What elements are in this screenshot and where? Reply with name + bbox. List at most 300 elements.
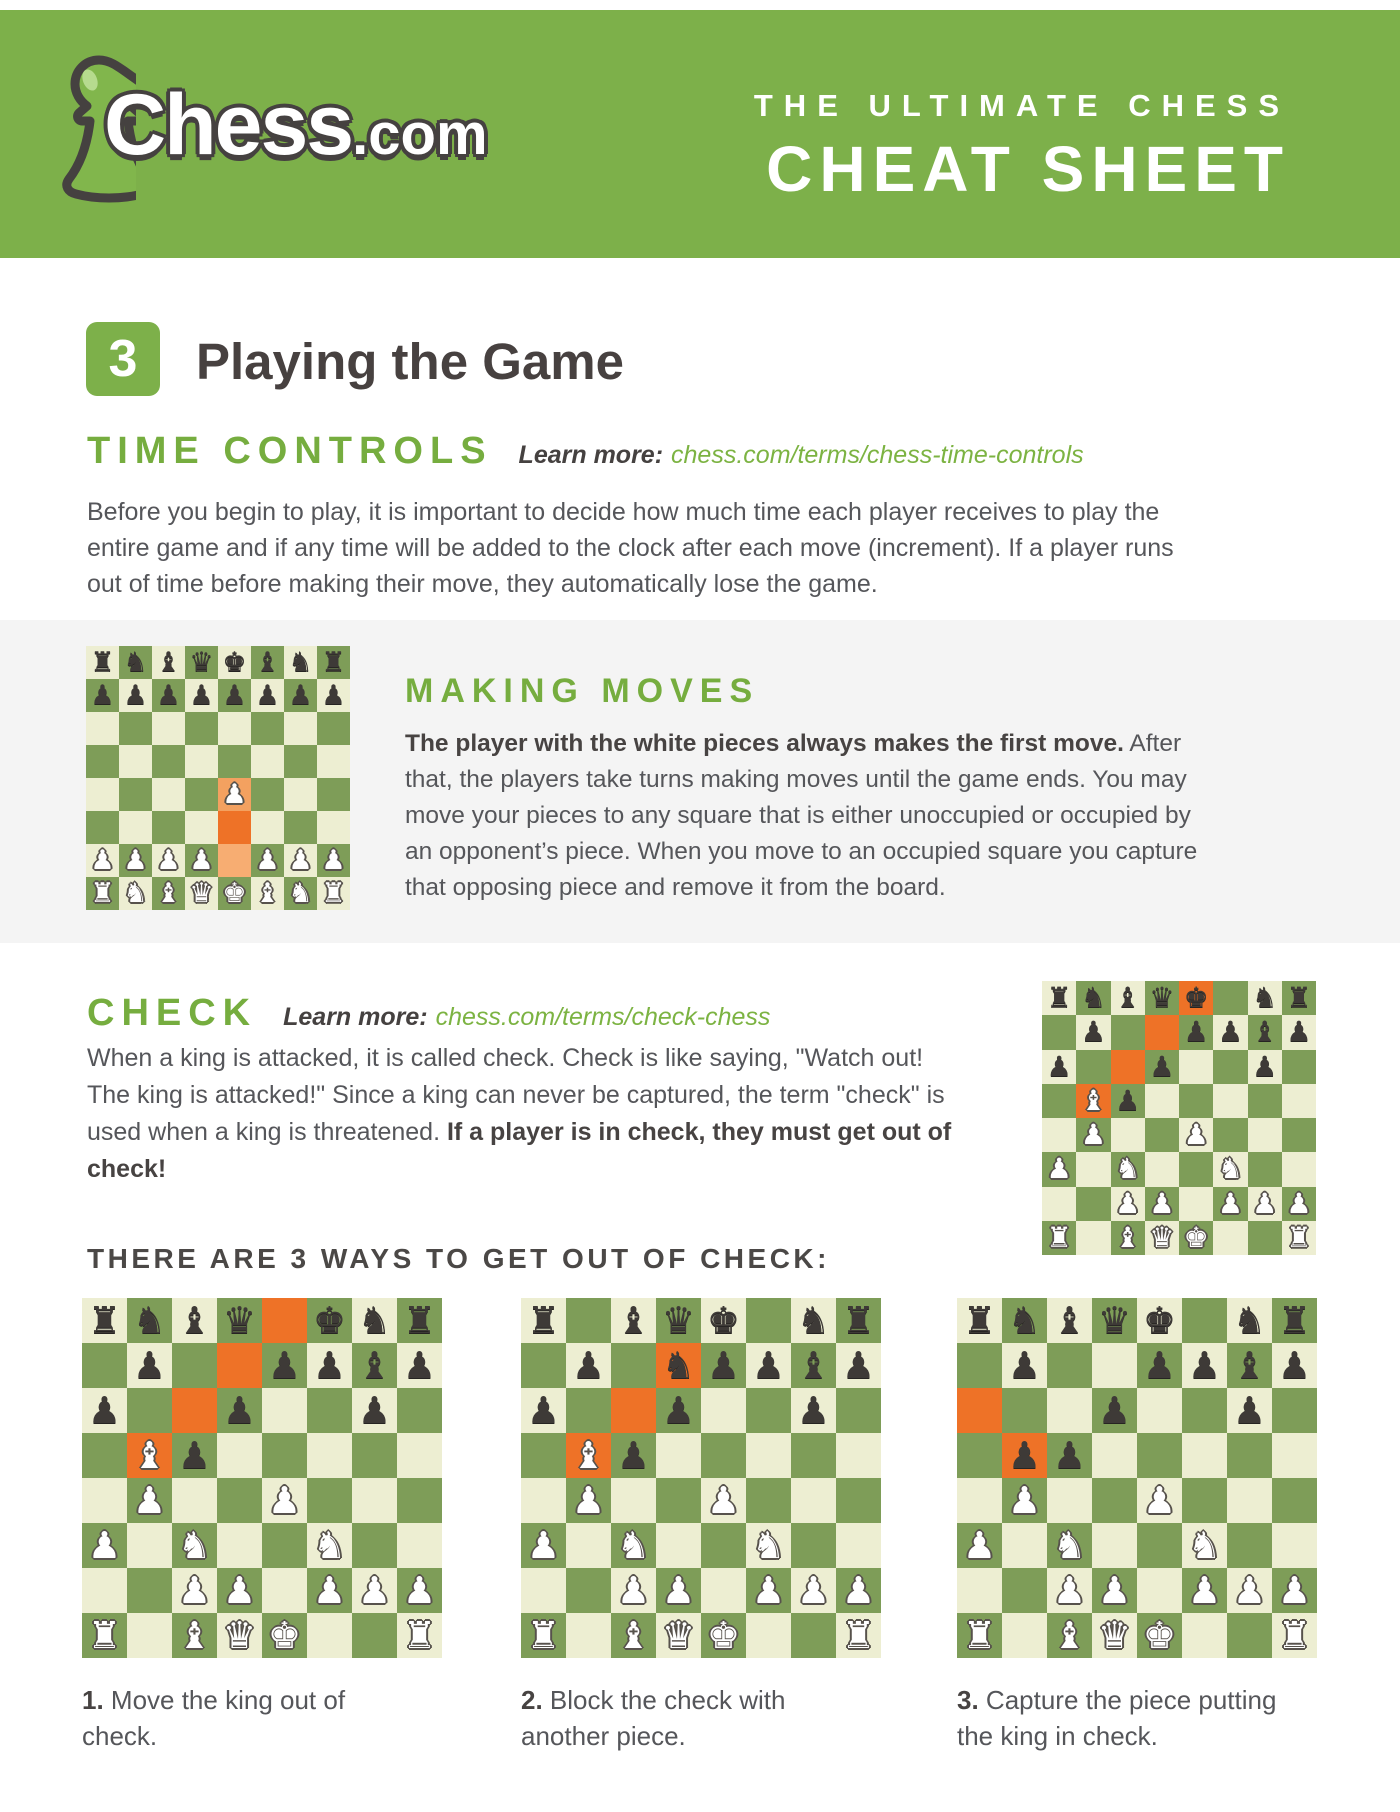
board-square-b3 [566,1523,611,1568]
chess-piece-black-knight: ♞ [661,1345,696,1386]
board-square-g3 [791,1523,836,1568]
board-square-a8 [957,1298,1002,1343]
chess-piece-white-pawn: ♟ [962,1525,997,1566]
board-square-f1 [1213,1221,1247,1255]
chess-piece-black-pawn: ♟ [1007,1345,1042,1386]
board-square-c6 [172,1388,217,1433]
chess-piece-white-pawn: ♟ [402,1570,437,1611]
learn-more-label: Learn more: [518,441,664,469]
board-square-h5 [317,745,350,778]
board-square-c3 [1111,1152,1145,1186]
board-square-b2 [119,844,152,877]
board-square-c7 [611,1343,656,1388]
board-square-a6 [521,1388,566,1433]
board-square-f6 [251,712,284,745]
chess-piece-white-pawn: ♟ [90,845,115,875]
chess-piece-white-pawn: ♟ [1187,1570,1222,1611]
board-square-d1 [1092,1613,1137,1658]
board-square-a8 [521,1298,566,1343]
board-square-a1 [521,1613,566,1658]
chess-piece-black-pawn: ♟ [402,1345,437,1386]
board-square-g5 [284,745,317,778]
board-square-h2 [317,844,350,877]
board-square-h4 [397,1478,442,1523]
chess-piece-black-queen: ♛ [661,1300,696,1341]
chess-piece-black-bishop: ♝ [1052,1300,1087,1341]
chess-piece-black-pawn: ♟ [189,680,214,710]
board-square-a1 [1042,1221,1076,1255]
board-square-b8 [1002,1298,1047,1343]
board-square-h8 [836,1298,881,1343]
board-square-d2 [217,1568,262,1613]
board-square-e5 [701,1433,746,1478]
chess-piece-white-pawn: ♟ [1115,1187,1141,1219]
board-square-e8 [1179,981,1213,1015]
board-square-d7 [217,1343,262,1388]
chess-piece-white-knight: ♞ [751,1525,786,1566]
chess-piece-black-knight: ♞ [796,1300,831,1341]
board-square-f1 [307,1613,352,1658]
chess-piece-white-king: ♚ [1183,1221,1209,1253]
board-square-b7 [566,1343,611,1388]
board-square-d7 [185,679,218,712]
chess-piece-black-pawn: ♟ [288,680,313,710]
chess-piece-white-pawn: ♟ [87,1525,122,1566]
board-square-e4 [1137,1478,1182,1523]
chess-piece-white-knight: ♞ [1217,1153,1243,1185]
chess-piece-black-bishop: ♝ [357,1345,392,1386]
chess-piece-black-knight: ♞ [1007,1300,1042,1341]
board-square-d1 [1145,1221,1179,1255]
board-square-f5 [307,1433,352,1478]
board-square-g8 [284,646,317,679]
board-square-e7 [1137,1343,1182,1388]
board-square-e7 [701,1343,746,1388]
board-square-e8 [262,1298,307,1343]
chess-piece-white-pawn: ♟ [1149,1187,1175,1219]
chess-piece-white-pawn: ♟ [661,1570,696,1611]
board-square-h2 [1272,1568,1317,1613]
board-square-d3 [1145,1152,1179,1186]
board-square-e1 [1137,1613,1182,1658]
board-square-c7 [1111,1015,1145,1049]
board-square-a5 [957,1433,1002,1478]
chess-piece-black-pawn: ♟ [1080,1016,1106,1048]
board-square-g7 [284,679,317,712]
section-number-badge: 3 [86,322,160,396]
board-square-f5 [1182,1433,1227,1478]
board-square-g4 [284,778,317,811]
chess-piece-black-pawn: ♟ [1149,1050,1175,1082]
board-square-b4 [1002,1478,1047,1523]
chessboard-way3-capture-piece [957,1298,1317,1658]
board-square-c3 [152,811,185,844]
board-square-c2 [1047,1568,1092,1613]
board-square-g1 [352,1613,397,1658]
chess-piece-white-rook: ♜ [962,1615,997,1656]
board-square-c4 [1111,1118,1145,1152]
board-square-e2 [262,1568,307,1613]
chess-piece-black-bishop: ♝ [156,647,181,677]
board-square-g3 [1248,1152,1282,1186]
board-square-c3 [611,1523,656,1568]
board-square-e3 [1137,1523,1182,1568]
board-square-e1 [1179,1221,1213,1255]
chess-piece-black-pawn: ♟ [1252,1050,1278,1082]
board-square-a6 [82,1388,127,1433]
chess-piece-white-queen: ♛ [661,1615,696,1656]
ways-out-of-check-heading: THERE ARE 3 WAYS TO GET OUT OF CHECK: [87,1243,830,1274]
board-square-a1 [957,1613,1002,1658]
board-square-f2 [1182,1568,1227,1613]
chess-piece-black-queen: ♛ [1097,1300,1132,1341]
chess-piece-white-knight: ♞ [288,878,313,908]
chess-piece-white-bishop: ♝ [156,878,181,908]
board-square-h3 [397,1523,442,1568]
board-square-e4 [701,1478,746,1523]
board-square-d5 [185,745,218,778]
chess-piece-white-bishop: ♝ [255,878,280,908]
board-square-g6 [1248,1050,1282,1084]
board-square-g2 [1227,1568,1272,1613]
board-square-h7 [317,679,350,712]
board-square-f7 [1182,1343,1227,1388]
board-square-b8 [119,646,152,679]
board-square-c5 [172,1433,217,1478]
chess-piece-black-bishop: ♝ [796,1345,831,1386]
board-square-g7 [352,1343,397,1388]
board-square-b7 [1002,1343,1047,1388]
board-square-e6 [1137,1388,1182,1433]
chess-piece-black-rook: ♜ [90,647,115,677]
board-square-c4 [152,778,185,811]
board-square-e5 [1137,1433,1182,1478]
chess-piece-black-pawn: ♟ [1232,1390,1267,1431]
chess-piece-black-bishop: ♝ [255,647,280,677]
board-square-e5 [1179,1084,1213,1118]
board-square-d7 [656,1343,701,1388]
header-title-line1: THE ULTIMATE CHESS [753,88,1290,123]
board-square-e6 [701,1388,746,1433]
chess-piece-white-pawn: ♟ [1252,1187,1278,1219]
board-square-e6 [1179,1050,1213,1084]
chess-piece-white-king: ♚ [1142,1615,1177,1656]
board-square-f7 [251,679,284,712]
way2-number: 2. [521,1685,543,1715]
chess-piece-white-pawn: ♟ [1142,1480,1177,1521]
board-square-e6 [218,712,251,745]
board-square-d6 [656,1388,701,1433]
chessboard-way2-block-check [521,1298,881,1658]
board-square-a7 [82,1343,127,1388]
board-square-d1 [185,877,218,910]
board-square-b4 [566,1478,611,1523]
chess-piece-white-bishop: ♝ [132,1435,167,1476]
board-square-h6 [317,712,350,745]
board-square-f3 [1182,1523,1227,1568]
board-square-g8 [352,1298,397,1343]
chess-piece-black-king: ♚ [1183,982,1209,1014]
board-square-f3 [307,1523,352,1568]
board-square-b7 [1076,1015,1110,1049]
board-square-d2 [1145,1187,1179,1221]
board-square-d3 [1092,1523,1137,1568]
board-square-h3 [317,811,350,844]
check-paragraph [87,1040,962,1188]
board-square-e1 [262,1613,307,1658]
board-square-h7 [1272,1343,1317,1388]
brand-main-text: Chess [104,77,353,173]
way1-number: 1. [82,1685,104,1715]
board-square-b6 [1002,1388,1047,1433]
chess-piece-black-pawn: ♟ [1046,1050,1072,1082]
board-square-g8 [791,1298,836,1343]
page-title: Playing the Game [196,333,624,390]
chess-piece-black-rook: ♜ [841,1300,876,1341]
chess-piece-white-pawn: ♟ [751,1570,786,1611]
chess-piece-white-bishop: ♝ [1080,1084,1106,1116]
chess-piece-white-knight: ♞ [177,1525,212,1566]
board-square-g6 [352,1388,397,1433]
chess-piece-black-knight: ♞ [1252,982,1278,1014]
chess-piece-white-pawn: ♟ [1217,1187,1243,1219]
chess-piece-white-rook: ♜ [1277,1615,1312,1656]
board-square-a4 [957,1478,1002,1523]
board-square-h2 [836,1568,881,1613]
chess-piece-white-pawn: ♟ [321,845,346,875]
chess-piece-white-rook: ♜ [526,1615,561,1656]
chess-piece-white-pawn: ♟ [796,1570,831,1611]
chess-piece-white-pawn: ♟ [288,845,313,875]
chess-piece-white-knight: ♞ [1187,1525,1222,1566]
board-square-e5 [262,1433,307,1478]
board-square-a1 [86,877,119,910]
chess-piece-white-pawn: ♟ [1007,1480,1042,1521]
board-square-b3 [1076,1152,1110,1186]
making-moves-rest-text: After that, the players take turns making moves until the game ends. You may move your pieces to any square that is either unoccupied or occupied by an opponent’s piece. When you move to an occupied square you capture that opposing piece and remove it from the board. [405,730,1198,901]
board-square-b2 [1002,1568,1047,1613]
board-square-c1 [611,1613,656,1658]
board-square-d8 [1092,1298,1137,1343]
chess-piece-black-rook: ♜ [321,647,346,677]
board-square-e2 [701,1568,746,1613]
board-square-d4 [185,778,218,811]
way1-text: Move the king out of check. [82,1685,346,1751]
board-square-b8 [1076,981,1110,1015]
board-square-d5 [656,1433,701,1478]
board-square-b3 [119,811,152,844]
board-square-e8 [1137,1298,1182,1343]
board-square-b4 [1076,1118,1110,1152]
board-square-g2 [284,844,317,877]
board-square-h3 [1282,1152,1316,1186]
board-square-b1 [1002,1613,1047,1658]
chess-piece-black-knight: ♞ [132,1300,167,1341]
chess-piece-white-knight: ♞ [1052,1525,1087,1566]
board-square-b4 [119,778,152,811]
board-square-g2 [791,1568,836,1613]
board-square-d4 [217,1478,262,1523]
board-square-f6 [1182,1388,1227,1433]
chess-piece-white-pawn: ♟ [189,845,214,875]
board-square-f2 [1213,1187,1247,1221]
chess-piece-black-rook: ♜ [1046,982,1072,1014]
board-square-a4 [82,1478,127,1523]
check-heading: CHECK [87,992,258,1034]
board-square-g1 [791,1613,836,1658]
board-square-d1 [217,1613,262,1658]
board-square-f4 [746,1478,791,1523]
chess-piece-white-pawn: ♟ [267,1480,302,1521]
check-header-row [87,992,770,1035]
board-square-a2 [1042,1187,1076,1221]
chess-piece-white-rook: ♜ [402,1615,437,1656]
chess-piece-black-pawn: ♟ [222,1390,257,1431]
board-square-c5 [1111,1084,1145,1118]
board-square-a8 [82,1298,127,1343]
board-square-c4 [1047,1478,1092,1523]
brand-suffix-text: .com [352,102,488,167]
board-square-a2 [957,1568,1002,1613]
chess-piece-black-pawn: ♟ [1052,1435,1087,1476]
board-square-g7 [791,1343,836,1388]
board-square-f8 [251,646,284,679]
board-square-e3 [1179,1152,1213,1186]
board-square-b1 [119,877,152,910]
board-square-c7 [152,679,185,712]
chess-piece-black-pawn: ♟ [571,1345,606,1386]
chess-piece-white-queen: ♛ [222,1615,257,1656]
chess-piece-black-bishop: ♝ [616,1300,651,1341]
chess-piece-white-knight: ♞ [123,878,148,908]
chess-piece-black-pawn: ♟ [661,1390,696,1431]
board-square-f1 [251,877,284,910]
board-square-g5 [1248,1084,1282,1118]
way3-caption [957,1682,1317,1754]
board-square-f6 [1213,1050,1247,1084]
board-square-a6 [1042,1050,1076,1084]
board-square-b6 [566,1388,611,1433]
check-bold-text: If a player is in check, they must get out of check! [87,1118,952,1183]
chess-piece-black-rook: ♜ [526,1300,561,1341]
board-square-a5 [1042,1084,1076,1118]
chess-piece-black-pawn: ♟ [1115,1084,1141,1116]
chess-piece-black-pawn: ♟ [90,680,115,710]
chess-piece-white-pawn: ♟ [841,1570,876,1611]
board-square-a8 [1042,981,1076,1015]
board-square-g2 [352,1568,397,1613]
chess-piece-black-knight: ♞ [1080,982,1106,1014]
chess-piece-black-pawn: ♟ [357,1390,392,1431]
board-square-g7 [1248,1015,1282,1049]
chess-piece-white-pawn: ♟ [706,1480,741,1521]
board-square-f5 [746,1433,791,1478]
board-square-b1 [127,1613,172,1658]
board-square-f1 [1182,1613,1227,1658]
chess-piece-black-pawn: ♟ [796,1390,831,1431]
board-square-c5 [1047,1433,1092,1478]
chess-piece-white-pawn: ♟ [357,1570,392,1611]
chess-piece-black-knight: ♞ [357,1300,392,1341]
board-square-e3 [262,1523,307,1568]
making-moves-paragraph [405,726,1205,906]
chess-piece-white-pawn: ♟ [1080,1119,1106,1151]
board-square-e2 [1137,1568,1182,1613]
chess-piece-white-pawn: ♟ [1183,1119,1209,1151]
board-square-b2 [1076,1187,1110,1221]
board-square-g7 [1227,1343,1272,1388]
board-square-h7 [397,1343,442,1388]
chess-piece-white-pawn: ♟ [1052,1570,1087,1611]
board-square-d8 [1145,981,1179,1015]
board-square-g1 [284,877,317,910]
board-square-d6 [185,712,218,745]
board-square-b5 [1076,1084,1110,1118]
board-square-a7 [957,1343,1002,1388]
board-square-h1 [836,1613,881,1658]
board-square-f6 [307,1388,352,1433]
board-square-h6 [836,1388,881,1433]
way2-caption [521,1682,851,1754]
board-square-f4 [1182,1478,1227,1523]
board-square-d3 [185,811,218,844]
board-square-h5 [836,1433,881,1478]
time-controls-learn-more-link[interactable]: chess.com/terms/chess-time-controls [671,441,1084,469]
board-square-f1 [746,1613,791,1658]
chess-piece-black-bishop: ♝ [1252,1016,1278,1048]
chessboard-check-example [1042,981,1316,1255]
board-square-d7 [1145,1015,1179,1049]
making-moves-heading: MAKING MOVES [405,672,760,710]
board-square-f2 [251,844,284,877]
chess-piece-white-king: ♚ [706,1615,741,1656]
board-square-h6 [1282,1050,1316,1084]
board-square-e8 [701,1298,746,1343]
chess-piece-black-pawn: ♟ [87,1390,122,1431]
chess-piece-white-king: ♚ [267,1615,302,1656]
board-square-f4 [307,1478,352,1523]
board-square-f7 [1213,1015,1247,1049]
chess-piece-black-knight: ♞ [1232,1300,1267,1341]
board-square-h6 [397,1388,442,1433]
board-square-c7 [1047,1343,1092,1388]
board-square-f2 [746,1568,791,1613]
board-square-a6 [957,1388,1002,1433]
chess-piece-black-pawn: ♟ [1142,1345,1177,1386]
board-square-c8 [152,646,185,679]
board-square-e4 [1179,1118,1213,1152]
board-square-f7 [746,1343,791,1388]
board-square-e3 [701,1523,746,1568]
check-learn-more-link[interactable]: chess.com/terms/check-chess [435,1003,771,1031]
board-square-c1 [172,1613,217,1658]
chess-piece-black-pawn: ♟ [706,1345,741,1386]
board-square-c8 [611,1298,656,1343]
board-square-a3 [957,1523,1002,1568]
board-square-a3 [86,811,119,844]
chess-piece-white-pawn: ♟ [156,845,181,875]
chess-piece-black-pawn: ♟ [177,1435,212,1476]
chess-piece-black-pawn: ♟ [123,680,148,710]
board-square-f4 [251,778,284,811]
chess-piece-black-king: ♚ [222,647,247,677]
board-square-a2 [521,1568,566,1613]
board-square-f8 [746,1298,791,1343]
chess-piece-white-rook: ♜ [321,878,346,908]
time-controls-heading: TIME CONTROLS [87,430,493,472]
board-square-c8 [1111,981,1145,1015]
chess-piece-white-queen: ♛ [1097,1615,1132,1656]
